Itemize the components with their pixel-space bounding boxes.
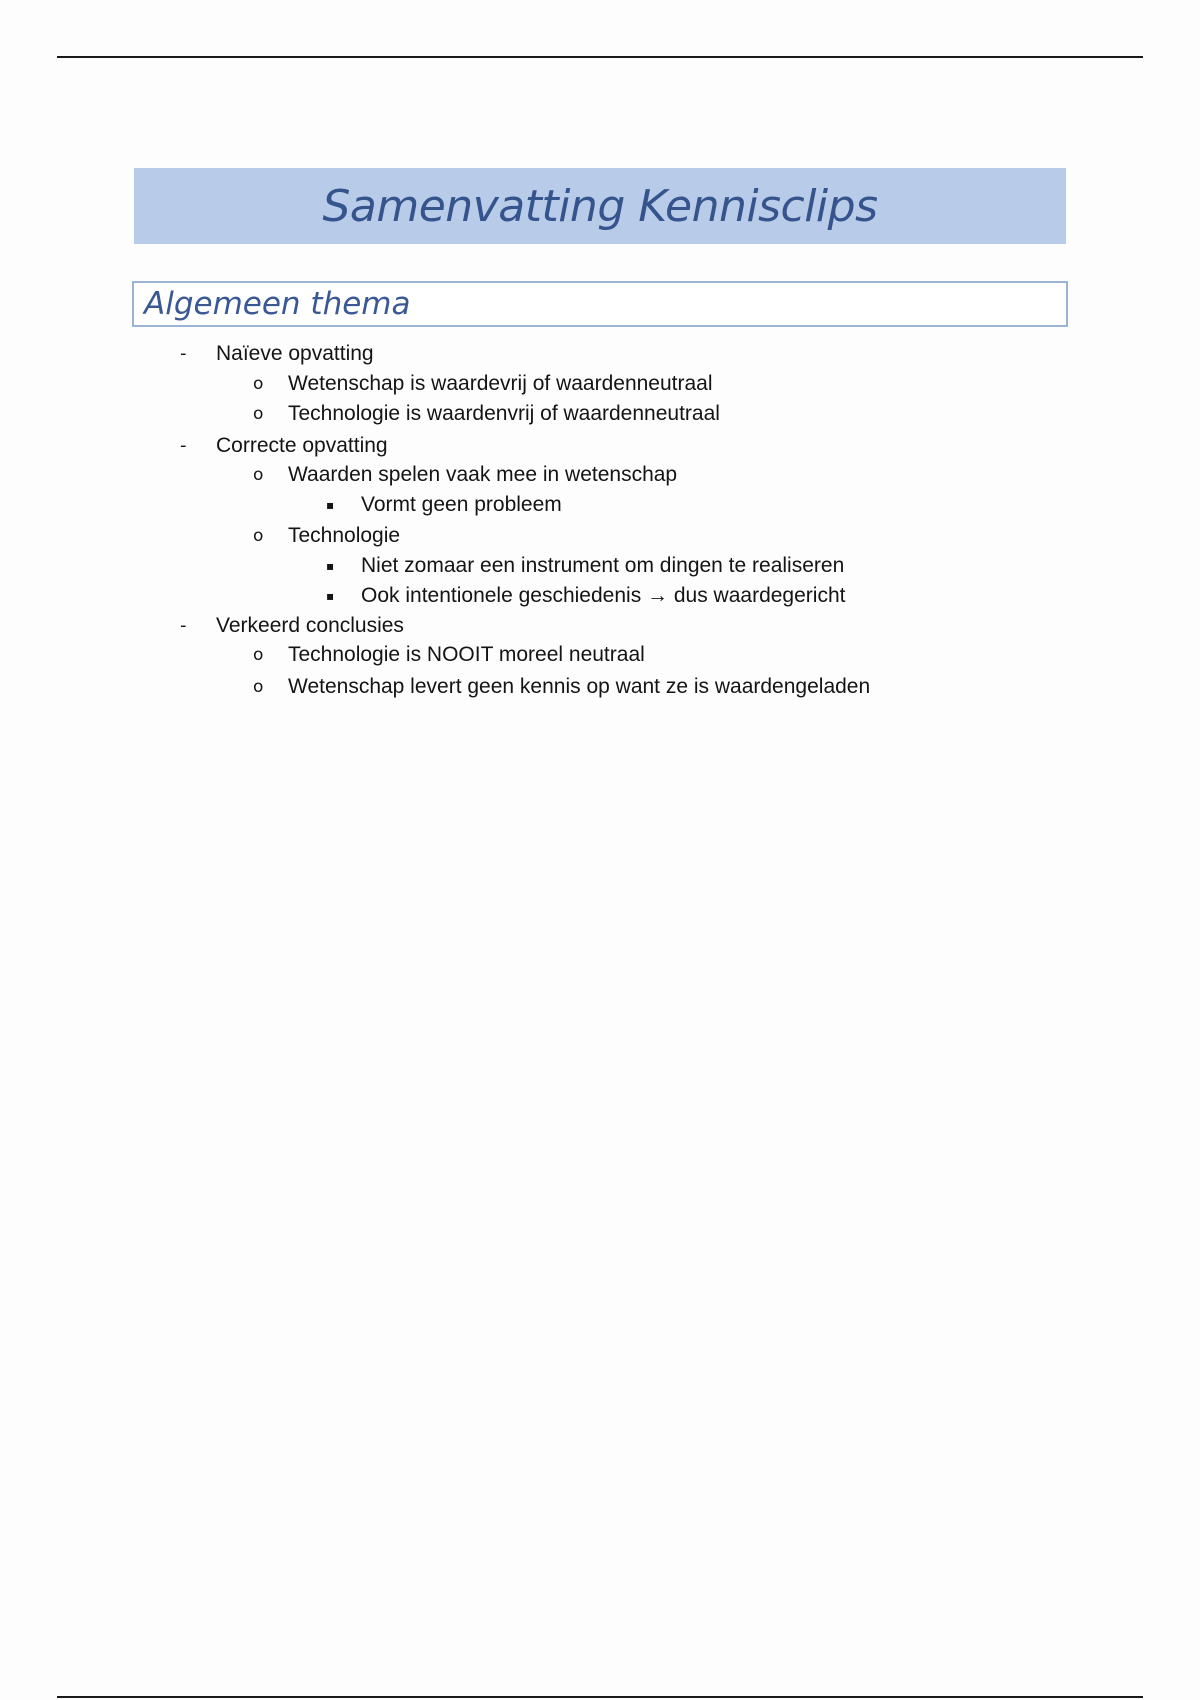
list-item: Correcte opvatting — [216, 434, 388, 457]
circle-bullet: o — [253, 404, 264, 424]
list-item: Technologie — [288, 524, 401, 547]
list-item: Niet zomaar een instrument om dingen te realiseren — [361, 554, 845, 577]
circle-bullet: o — [253, 526, 264, 546]
footer-rule — [57, 1696, 1143, 1698]
circle-bullet: o — [253, 645, 264, 665]
dash-bullet: - — [180, 343, 187, 364]
square-bullet: ▪ — [326, 559, 335, 573]
dash-bullet: - — [180, 435, 187, 456]
dash-bullet: - — [180, 615, 187, 636]
page-title: Samenvatting Kennisclips — [322, 180, 878, 232]
list-item: Verkeerd conclusies — [216, 614, 404, 637]
list-item: Technologie is NOOIT moreel neutraal — [288, 643, 645, 666]
circle-bullet: o — [253, 374, 264, 394]
section-heading-box — [132, 281, 1068, 327]
square-bullet: ▪ — [326, 589, 335, 603]
list-item: Ook intentionele geschiedenis → dus waardegericht — [361, 584, 846, 607]
section-heading: Algemeen thema — [144, 286, 411, 322]
circle-bullet: o — [253, 465, 264, 485]
header-rule — [57, 56, 1143, 58]
list-item: Wetenschap levert geen kennis op want ze is waardengeladen — [288, 675, 871, 698]
square-bullet: ▪ — [326, 498, 335, 512]
list-item: Waarden spelen vaak mee in wetenschap — [288, 463, 678, 486]
list-item: Naïeve opvatting — [216, 342, 374, 365]
list-item: Technologie is waardenvrij of waardenneutraal — [288, 402, 720, 425]
circle-bullet: o — [253, 677, 264, 697]
list-item: Wetenschap is waardevrij of waardenneutraal — [288, 372, 713, 395]
list-item: Vormt geen probleem — [361, 493, 562, 516]
title-banner — [134, 168, 1066, 244]
